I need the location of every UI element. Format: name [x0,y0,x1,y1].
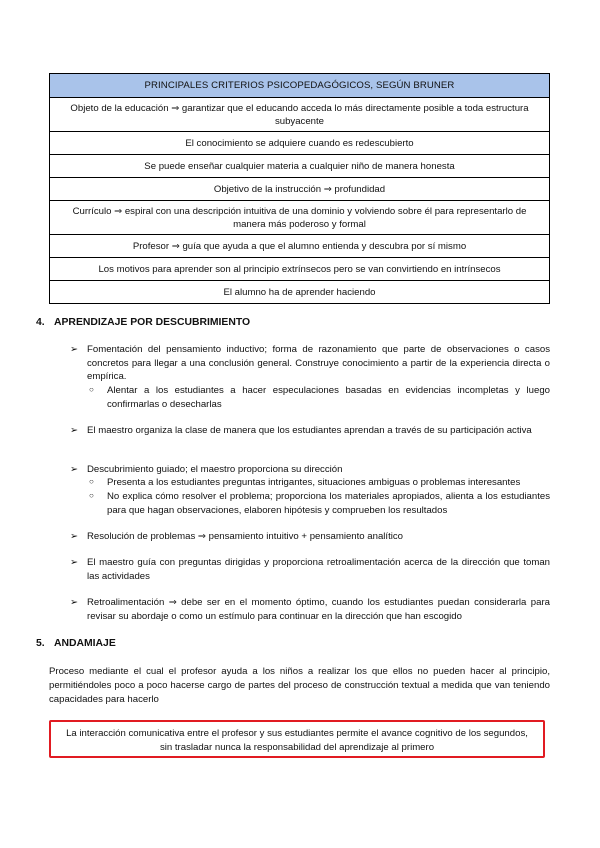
list-item-text: Fomentación del pensamiento inductivo; forma de razonamiento que parte de observaciones o casos concretos para llegar a una conclusión general. Construye conocimiento a partir de la experiencia directa o empírica. [87,344,550,382]
section-heading-4 [36,317,250,328]
list-item [70,424,550,438]
arrow-bullet-icon: ➢ [70,531,79,542]
highlight-callout-box [49,720,545,758]
list-item-text: Retroalimentación ⇒ debe ser en el momento óptimo, cuando los estudiantes puedan considerarla para revisar su abordaje o como un estímulo para continuar en la dirección que han escogido [87,597,550,622]
circle-bullet-icon: ○ [89,477,94,486]
section-heading-5 [36,638,116,649]
circle-bullet-icon: ○ [89,385,94,394]
sub-list-item [89,384,550,411]
table-row: Objeto de la educación ⇒ garantizar que el educando acceda lo más directamente posible a toda estructura subyacente [50,98,550,132]
list-item-text: El maestro organiza la clase de manera que los estudiantes aprendan a través de su participación activa [87,425,532,436]
sub-list-item [89,490,550,517]
arrow-bullet-icon: ➢ [70,425,79,436]
list-item-text: El maestro guía con preguntas dirigidas y proporciona retroalimentación acerca de la dirección que toman las actividades [87,557,550,582]
section-title: ANDAMIAJE [54,638,116,649]
table-header: PRINCIPALES CRITERIOS PSICOPEDAGÓGICOS, SEGÚN BRUNER [50,74,550,98]
arrow-bullet-icon: ➢ [70,597,79,608]
table-row: El alumno ha de aprender haciendo [50,281,550,304]
sub-list-item-text: No explica cómo resolver el problema; proporciona los materiales apropiados, alienta a los estudiantes para que hagan observaciones, elaboren hipótesis y comprueben los resultados [107,491,550,516]
circle-bullet-icon: ○ [89,491,94,500]
bruner-criteria-table [49,73,550,304]
table-row: Objetivo de la instrucción ⇒ profundidad [50,178,550,201]
table-row: El conocimiento se adquiere cuando es redescubierto [50,132,550,155]
arrow-bullet-icon: ➢ [70,464,79,475]
list-item-text: Resolución de problemas ⇒ pensamiento intuitivo + pensamiento analítico [87,531,404,542]
section-number: 5. [36,638,45,649]
table-row: Profesor ⇒ guía que ayuda a que el alumno entienda y descubra por sí mismo [50,235,550,258]
arrow-bullet-icon: ➢ [70,557,79,568]
table-row: Currículo ⇒ espiral con una descripción intuitiva de una dominio y volviendo sobre él para representarlo de manera más poderoso y formal [50,201,550,235]
sub-list-item [89,476,550,490]
sub-list-item-text: Presenta a los estudiantes preguntas intrigantes, situaciones ambiguas o problemas interesantes [107,477,521,488]
list-item [70,596,550,623]
list-item [70,463,550,477]
sub-list-item-text: Alentar a los estudiantes a hacer especulaciones basadas en evidencias incompletas y luego confirmarlas o desecharlas [107,385,550,410]
section-number: 4. [36,317,45,328]
list-item [70,556,550,583]
callout-text: La interacción comunicativa entre el profesor y sus estudiantes permite el avance cognitivo de los segundos, sin trasladar nunca la responsabilidad del aprendizaje al primero [66,728,528,753]
arrow-bullet-icon: ➢ [70,344,79,355]
table-row: Los motivos para aprender son al principio extrínsecos pero se van convirtiendo en intrínsecos [50,258,550,281]
table-row: Se puede enseñar cualquier materia a cualquier niño de manera honesta [50,155,550,178]
scaffolding-paragraph: Proceso mediante el cual el profesor ayuda a los niños a realizar los que ellos no pueden hacer al principio, permitiéndoles poco a poco hacerse cargo de partes del proceso de construcción textual a medida que van teniendo capacidades para hacerlo [49,666,550,705]
list-item [70,343,550,384]
list-item-text: Descubrimiento guiado; el maestro proporciona su dirección [87,464,343,475]
section-title: APRENDIZAJE POR DESCUBRIMIENTO [54,317,251,328]
list-item [70,530,550,544]
